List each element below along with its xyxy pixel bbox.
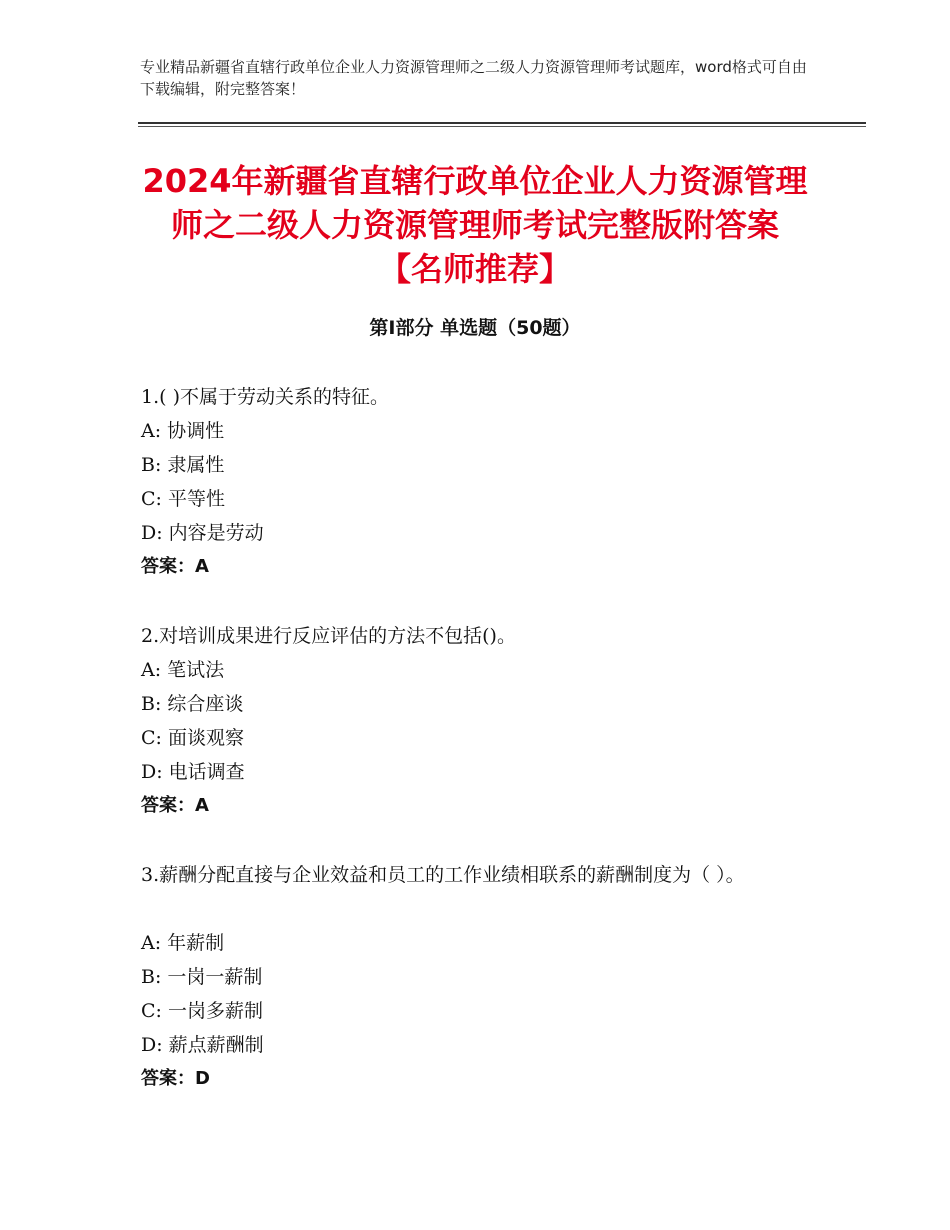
option-b: B: 一岗一薪制 bbox=[141, 966, 263, 988]
option-a: A: 协调性 bbox=[141, 420, 225, 442]
answer-label: 答案：D bbox=[141, 1068, 210, 1089]
option-d: D: 薪点薪酬制 bbox=[141, 1034, 264, 1056]
option-b: B: 隶属性 bbox=[141, 454, 225, 476]
header-rule-thin bbox=[138, 126, 866, 127]
option-b: B: 综合座谈 bbox=[141, 693, 244, 715]
option-c: C: 一岗多薪制 bbox=[141, 1000, 263, 1022]
answer-label: 答案：A bbox=[141, 795, 209, 816]
section-title: 第Ⅰ部分 单选题（50题） bbox=[369, 317, 581, 339]
option-c: C: 平等性 bbox=[141, 488, 225, 510]
question-text: 2.对培训成果进行反应评估的方法不包括()。 bbox=[141, 625, 516, 647]
document-title: 2024年新疆省直辖行政单位企业人力资源管理师之二级人力资源管理师考试完整版附答案【名师推荐】 bbox=[142, 162, 808, 288]
option-c: C: 面谈观察 bbox=[141, 727, 244, 749]
question-text: 1.( )不属于劳动关系的特征。 bbox=[141, 386, 389, 408]
option-d: D: 内容是劳动 bbox=[141, 522, 264, 544]
page-header: 专业精品新疆省直辖行政单位企业人力资源管理师之二级人力资源管理师考试题库，word格式可自由下载编辑，附完整答案！ bbox=[140, 58, 807, 98]
answer-label: 答案：A bbox=[141, 556, 209, 577]
option-a: A: 年薪制 bbox=[141, 932, 225, 954]
header-rule-thick bbox=[138, 122, 866, 124]
question-text: 3.薪酬分配直接与企业效益和员工的工作业绩相联系的薪酬制度为（ ）。 bbox=[141, 864, 745, 886]
option-a: A: 笔试法 bbox=[141, 659, 225, 681]
option-d: D: 电话调查 bbox=[141, 761, 245, 783]
